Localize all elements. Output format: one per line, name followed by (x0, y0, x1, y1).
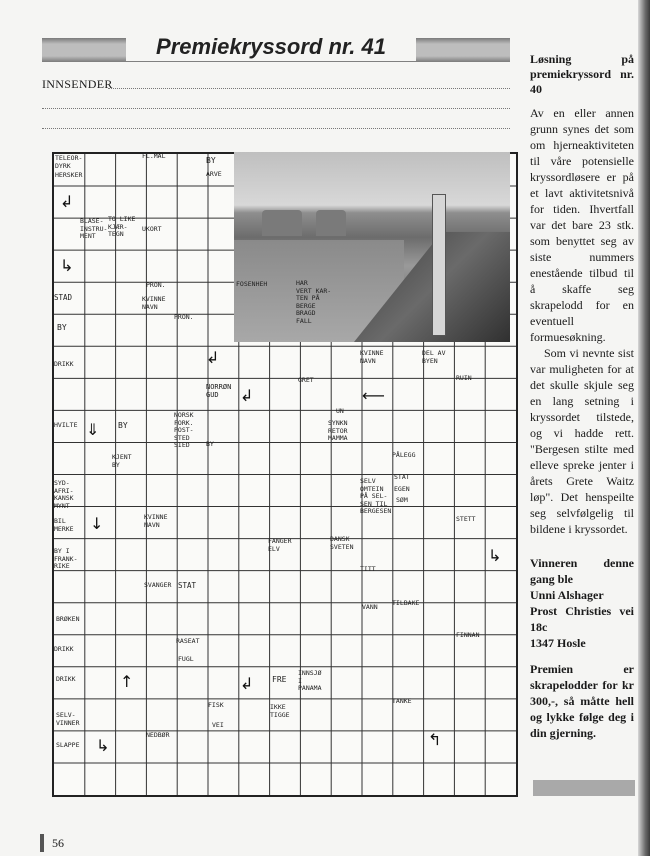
curved-arrow-icon: ↲ (240, 386, 254, 405)
page-marker (40, 834, 44, 852)
clue: BLASE- INSTRU- MENT (80, 217, 108, 240)
clue: PRON. (174, 313, 194, 321)
page-edge-shadow (638, 0, 650, 856)
clue: STAT (178, 581, 197, 590)
clue: KVINNE NAVN (360, 349, 384, 365)
clue: STAT (394, 473, 410, 481)
winner-intro: Vinneren denne gang ble (530, 556, 634, 586)
clue: TELEOR- DYRK (55, 154, 83, 170)
page-title: Premiekryssord nr. 41 (156, 34, 386, 59)
solution-sidebar (530, 52, 634, 741)
clue: FISK (208, 701, 224, 709)
clue: HAR VERT KAR- TEN PÅ BERGE BRAGD FALL (296, 279, 332, 325)
clue: NORSK FORK. POST- STED SIED (174, 411, 194, 449)
clue: RASEAT (176, 637, 200, 645)
clue: TILBAKE (392, 599, 420, 607)
sidebar-heading: Løsning på premiekryssord nr. 40 (530, 52, 634, 96)
clue: HERSKER (55, 171, 83, 179)
up-arrow-icon: ↑ (120, 672, 134, 691)
innsender-line-1[interactable] (108, 88, 510, 89)
curved-arrow-icon: ↲ (60, 192, 74, 211)
curved-arrow-icon: ↳ (60, 256, 74, 275)
photo-tank (262, 210, 302, 236)
prize-text: Premien er skrapelodder for kr 300,-, så måtte hell og lykke følge deg i din gjerning. (530, 662, 634, 740)
photo-tower (432, 194, 446, 336)
clue: RUIN (456, 374, 472, 382)
clue: SYD- AFRI- KANSK MYNT (54, 479, 74, 510)
clue: FINNAN (456, 631, 480, 639)
footer-bar (533, 780, 635, 796)
clue: PRON. (146, 281, 166, 289)
clue: GRET (298, 376, 314, 384)
clue: EGEN (394, 485, 410, 493)
clue: SYNKN RETOR MAMMA (328, 419, 348, 442)
clue: UN (336, 407, 344, 415)
curved-arrow-icon: ↳ (488, 546, 502, 565)
left-arrow-icon: ⟵ (362, 386, 385, 405)
clue: TITT (360, 565, 376, 573)
clue: SØM (396, 496, 408, 504)
clue: DANSK SVETEN (330, 535, 354, 551)
clue: FOSENHEH (236, 280, 268, 288)
clue: DRIKK (54, 645, 74, 653)
clue: ARVE (206, 170, 222, 178)
clue: NEDBØR (146, 731, 170, 739)
clue: BRØKEN (56, 615, 80, 623)
down-arrow-icon: ⇓ (86, 420, 100, 439)
clue: TANKE (392, 697, 412, 705)
clue: INNSJØ I PANAMA (298, 669, 322, 692)
clue: DRIKK (54, 360, 74, 368)
clue: BIL MERKE (54, 517, 74, 533)
clue: KVINNE NAVN (142, 295, 166, 311)
clue: BY (57, 323, 67, 332)
clue: BY (206, 440, 214, 448)
clue: DRIKK (56, 675, 76, 683)
clue: DEL AV BYEN (422, 349, 446, 365)
clue: UKORT (142, 225, 162, 233)
clue: PÅLEGG (392, 451, 416, 459)
clue: VANN (362, 603, 378, 611)
sidebar-paragraph-2: Som vi nevnte sist var muligheten for at det skulle skjule seg en lang setning i kryssordet tilstede, og vi hadde rett. "Bergesen stilte med elleve spreke jenter i årets Grete Waitz løp". Det henspeilte seg selvfølgelig til bildene i kryssordet. (530, 346, 634, 536)
clue: STETT (456, 515, 476, 523)
page-number: 56 (52, 836, 64, 850)
clue: SLAPPE (56, 741, 80, 749)
clue: IKKE TIGGE (270, 703, 290, 719)
clue: SVANGER (144, 581, 172, 589)
clue: BY (206, 156, 216, 165)
curved-arrow-icon: ↲ (206, 348, 220, 367)
curved-arrow-icon: ↳ (96, 736, 110, 755)
curved-arrow-icon: ↰ (428, 730, 442, 749)
clue: STAD (54, 293, 73, 302)
clue: KJENT BY (112, 453, 132, 469)
clue: SELV- VINNER (56, 711, 80, 727)
clue: SELV OMTEIN PÅ SEL- SEN TIL BERGESEN (360, 477, 392, 515)
clue: HVILTE (54, 421, 78, 429)
clue: NORRØN GUD (206, 383, 232, 399)
clue: TO LIKE KJÆR- TEGN (108, 215, 136, 238)
crossword-photo (234, 152, 510, 342)
clue: BY I FRANK- RIKE (54, 547, 78, 570)
sidebar-paragraph-1: Av en eller annen grunn synes det som om hjerneaktiviteten til våre potensielle kryssordløsere er på et lavt aktivitetsnivå for tiden. Ihvertfall var det bare 23 stk. som benyttet seg av siste nummers enestående tilbud til å skaffe seg skrapelodd for en eventuell formuesøkning. (530, 106, 634, 344)
photo-tank (316, 210, 346, 236)
innsender-line-3[interactable] (42, 128, 510, 129)
down-arrow-icon: ↓ (90, 514, 104, 533)
clue: FANGER ELV (268, 537, 292, 553)
innsender-label: INNSENDER (42, 77, 113, 91)
clue: FUGL (178, 655, 194, 663)
winner-name: Unni Alshager (530, 588, 604, 602)
clue: VEI (212, 721, 224, 729)
winner-street: Prost Christies vei 18c (530, 604, 634, 634)
clue: FL.MÅL (142, 152, 166, 160)
innsender-line-2[interactable] (42, 108, 510, 109)
curved-arrow-icon: ↲ (240, 674, 254, 693)
clue: BY (118, 421, 128, 430)
winner-city: 1347 Hosle (530, 636, 586, 650)
clue: FRE (272, 675, 287, 684)
clue: KVINNE NAVN (144, 513, 168, 529)
